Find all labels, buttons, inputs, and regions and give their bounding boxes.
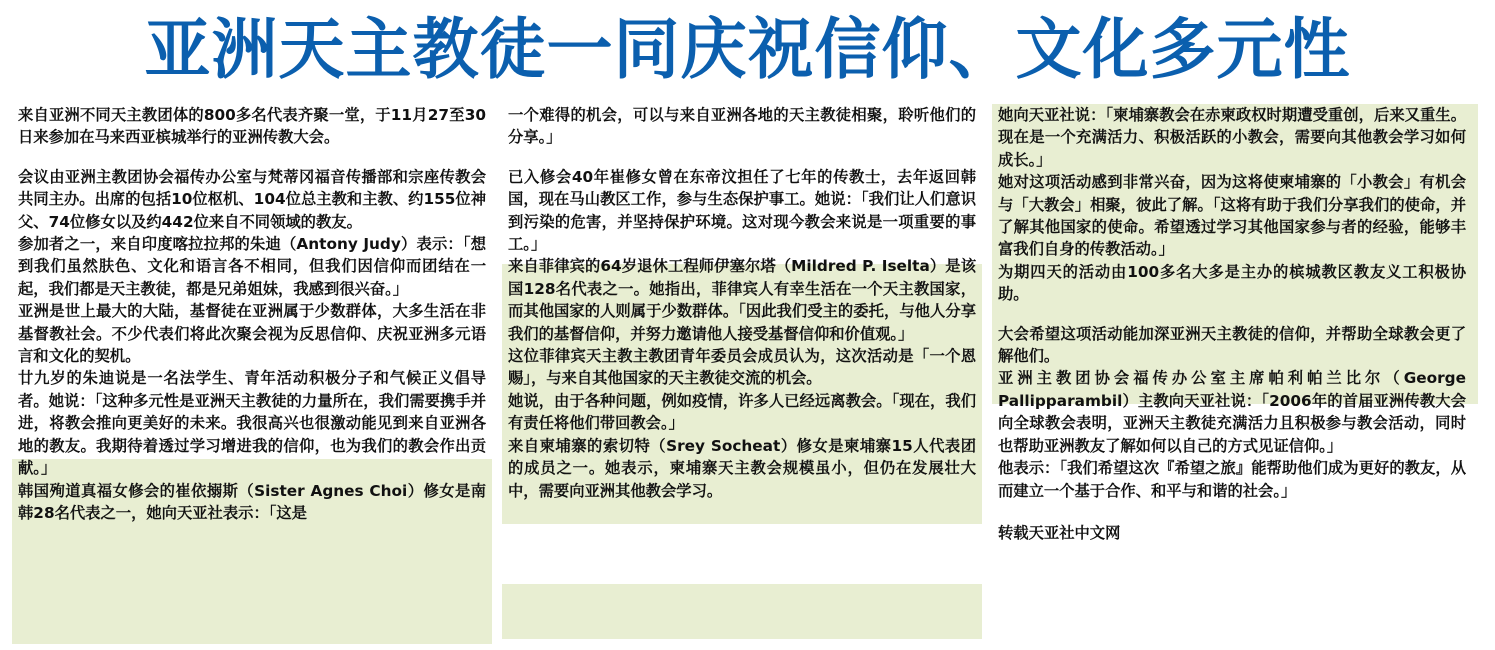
paragraph: 她对这项活动感到非常兴奋，因为这将使柬埔寨的「小教会」有机会与「大教会」相聚，彼此了解。「这将有助于我们分享我们的使命，并了解其他国家的使命。希望透过学习其他国家参与者的经验，能够丰富我们自身的传教活动。」 <box>998 173 1466 259</box>
paragraph: 来自亚洲不同天主教团体的800多名代表齐聚一堂，于11月27至30日来参加在马来西亚槟城举行的亚洲传教大会。 <box>18 106 486 147</box>
paragraph: 亚洲是世上最大的大陆，基督徒在亚洲属于少数群体，大多生活在非基督教社会。不少代表们将此次聚会视为反思信仰、庆祝亚洲多元语言和文化的契机。 <box>18 302 486 366</box>
paragraph: 已入修会40年崔修女曾在东帝汶担任了七年的传教士，去年返回韩国，现在马山教区工作，参与生态保护事工。她说：「我们让人们意识到污染的危害，并坚持保护环境。这对现今教会来说是一项重要的事工。」 <box>508 167 976 254</box>
paragraph: 他表示：「我们希望这次『希望之旅』能帮助他们成为更好的教友，从而建立一个基于合作、和平与和谐的社会。」 <box>998 459 1466 500</box>
highlight-block <box>502 584 982 639</box>
paragraph: 为期四天的活动由100多名大多是主办的槟城教区教友义工积极协助。 <box>998 262 1466 304</box>
page-title: 亚洲天主教徒一同庆祝信仰、文化多元性 <box>144 11 1351 88</box>
paragraph: 大会希望这项活动能加深亚洲天主教徒的信仰，并帮助全球教会更了解他们。 <box>998 324 1466 366</box>
paragraph: 这位菲律宾天主教主教团青年委员会成员认为，这次活动是「一个恩赐」，与来自其他国家的天主教徒交流的机会。 <box>508 347 976 388</box>
paragraph: 会议由亚洲主教团协会福传办公室与梵蒂冈福音传播部和宗座传教会共同主办。出席的包括10位枢机、104位总主教和主教、约155位神父、74位修女以及约442位来自不同领域的教友。 <box>18 167 486 231</box>
paragraph: 亚洲主教团协会福传办公室主席帕利帕兰比尔（George Pallipparambil）主教向天亚社说：「2006年的首届亚洲传教大会向全球教会表明，亚洲天主教徒充满活力且积极参与教会活动，同时也帮助亚洲教友了解如何以自己的方式见证信仰。」 <box>998 369 1466 455</box>
paragraph: 她向天亚社说：「柬埔寨教会在赤柬政权时期遭受重创，后来又重生。现在是一个充满活力、积极活跃的小教会，需要向其他教会学习如何成长。」 <box>998 106 1466 169</box>
paragraph: 一个难得的机会，可以与来自亚洲各地的天主教徒相聚，聆听他们的分享。」 <box>508 106 976 147</box>
paragraph: 韩国殉道真福女修会的崔依搦斯（Sister Agnes Choi）修女是南韩28名代表之一，她向天亚社表示：「这是 <box>18 481 486 522</box>
paragraph: 她说，由于各种问题，例如疫情，许多人已经远离教会。「现在，我们有责任将他们带回教会。」 <box>508 391 976 433</box>
article-body <box>18 104 1480 638</box>
paragraph: 来自柬埔寨的索切特（Srey Socheat）修女是柬埔寨15人代表团的成员之一。她表示，柬埔寨天主教会规模虽小，但仍在发展壮大中，需要向亚洲其他教会学习。 <box>508 436 976 500</box>
paragraph: 参加者之一，来自印度喀拉拉邦的朱迪（Antony Judy）表示：「想到我们虽然肤色、文化和语言各不相同，但我们因信仰而团结在一起，我们都是天主教徒，都是兄弟姐妹，我感到很兴奋。」 <box>18 235 486 298</box>
paragraph: 廿九岁的朱迪说是一名法学生、青年活动积极分子和气候正义倡导者。她说：「这种多元性是亚洲天主教徒的力量所在，我们需要携手并进，将教会推向更美好的未来。我很高兴也很激动能见到来自亚洲各地的教友。我期待着透过学习增进我的信仰，也为我们的教会作出贡献。」 <box>18 369 486 478</box>
text-column-1 <box>18 104 486 638</box>
paragraph: 来自菲律宾的64岁退休工程师伊塞尔塔（Mildred P. Iselta）是该国128名代表之一。她指出，菲律宾人有幸生活在一个天主教国家，而其他国家的人则属于少数群体。「因此我们受主的委托，与他人分享我们的基督信仰，并努力邀请他人接受基督信仰和价值观。」 <box>508 257 976 343</box>
text-column-2 <box>508 104 976 638</box>
source-credit: 转载天亚社中文网 <box>998 523 1121 542</box>
text-column-3 <box>998 104 1466 638</box>
